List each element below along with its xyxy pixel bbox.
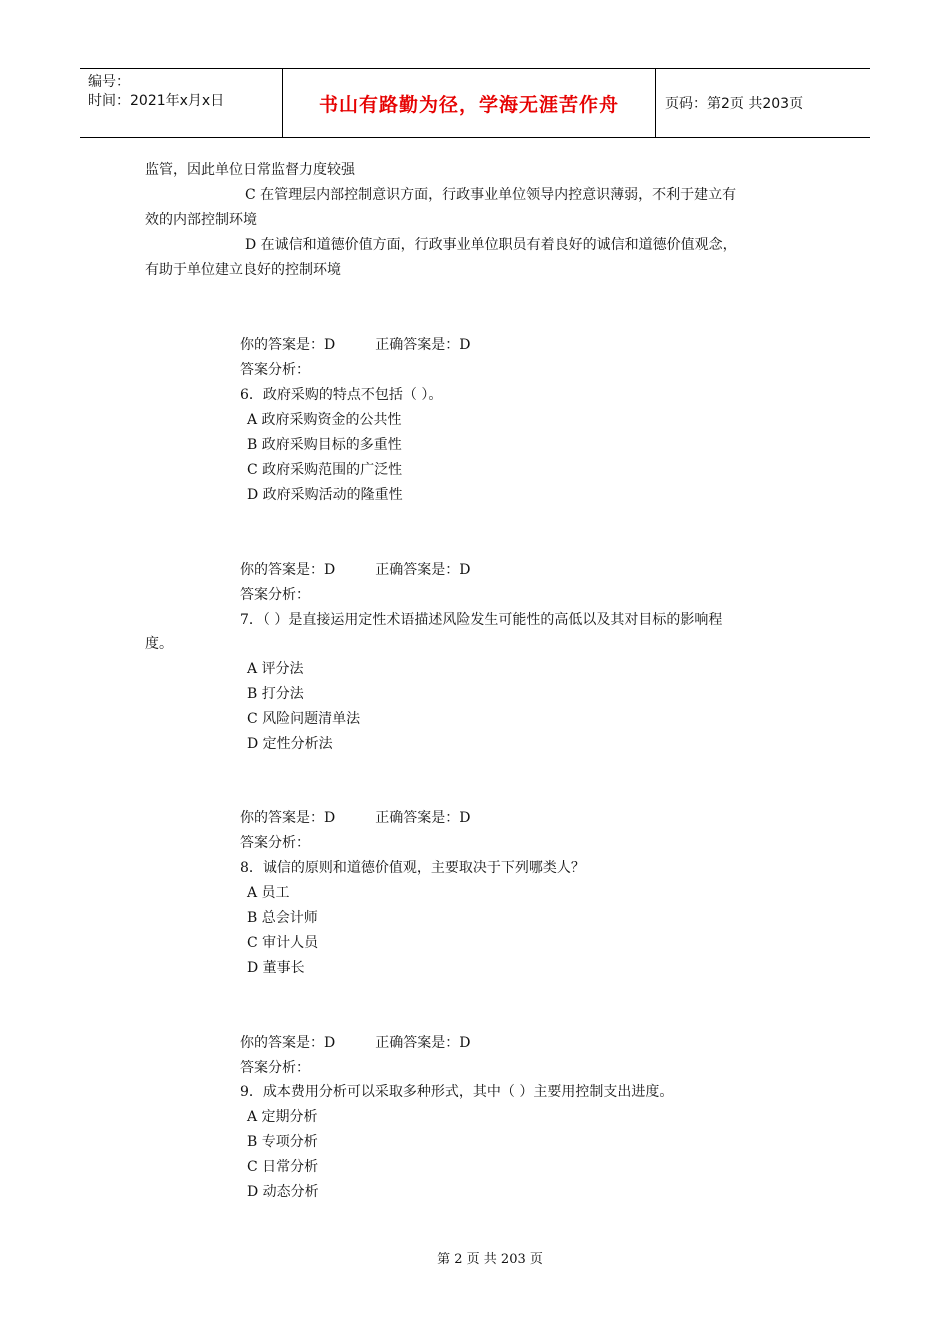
option-d-line: D 在诚信和道德价值方面，行政事业单位职员有着良好的诚信和道德价值观念， (245, 237, 737, 253)
question-6-text: 6．政府采购的特点不包括（ ）。 (240, 387, 443, 403)
correct-answer: 正确答案是：D (375, 810, 471, 826)
correct-answer: 正确答案是：D (375, 1035, 471, 1051)
question-9-text: 9．成本费用分析可以采取多种形式，其中（ ）主要用控制支出进度。 (240, 1084, 674, 1100)
document-number-label: 编号： (88, 74, 130, 90)
question-9-option-d: D 动态分析 (247, 1184, 319, 1200)
question-7-option-c: C 风险问题清单法 (247, 711, 361, 727)
question-9-option-c: C 日常分析 (247, 1159, 319, 1175)
question-7-text-continued: 度。 (145, 636, 173, 652)
question-7-option-d: D 定性分析法 (247, 736, 333, 752)
answer-line (240, 335, 470, 355)
answer-analysis-label: 答案分析： (240, 587, 310, 603)
your-answer: 你的答案是：D (240, 810, 336, 826)
document-time-label: 时间：2021年x月x日 (88, 93, 225, 109)
question-8-option-d: D 董事长 (247, 960, 305, 976)
text-line: 效的内部控制环境 (145, 212, 257, 228)
answer-analysis-label: 答案分析： (240, 1060, 310, 1076)
header-motto: 书山有路勤为径，学海无涯苦作舟 (318, 93, 619, 116)
question-9-option-b: B 专项分析 (247, 1134, 318, 1150)
question-7-option-a: A 评分法 (247, 661, 304, 677)
text-line: 监管，因此单位日常监督力度较强 (145, 162, 355, 178)
correct-answer: 正确答案是：D (375, 337, 471, 353)
question-6-option-b: B 政府采购目标的多重性 (247, 437, 402, 453)
answer-line (240, 560, 470, 580)
answer-line (240, 808, 470, 828)
correct-answer: 正确答案是：D (375, 562, 471, 578)
text-line: 有助于单位建立良好的控制环境 (145, 262, 341, 278)
header-page-info: 页码：第2页 共203页 (665, 96, 804, 112)
question-8-option-b: B 总会计师 (247, 910, 318, 926)
answer-line (240, 1033, 470, 1053)
question-7-text: 7．（ ）是直接运用定性术语描述风险发生可能性的高低以及其对目标的影响程 (240, 612, 723, 628)
your-answer: 你的答案是：D (240, 337, 336, 353)
question-6-option-d: D 政府采购活动的隆重性 (247, 487, 403, 503)
your-answer: 你的答案是：D (240, 562, 336, 578)
option-c-line: C 在管理层内部控制意识方面，行政事业单位领导内控意识薄弱，不利于建立有 (245, 187, 737, 203)
answer-analysis-label: 答案分析： (240, 362, 310, 378)
your-answer: 你的答案是：D (240, 1035, 336, 1051)
question-9-option-a: A 定期分析 (247, 1109, 318, 1125)
question-6-option-a: A 政府采购资金的公共性 (247, 412, 402, 428)
question-6-option-c: C 政府采购范围的广泛性 (247, 462, 403, 478)
answer-analysis-label: 答案分析： (240, 835, 310, 851)
question-7-option-b: B 打分法 (247, 686, 304, 702)
question-8-option-c: C 审计人员 (247, 935, 319, 951)
question-8-option-a: A 员工 (247, 885, 290, 901)
page-footer: 第 2 页 共 203 页 (437, 1252, 543, 1267)
question-8-text: 8．诚信的原则和道德价值观，主要取决于下列哪类人？ (240, 860, 585, 876)
